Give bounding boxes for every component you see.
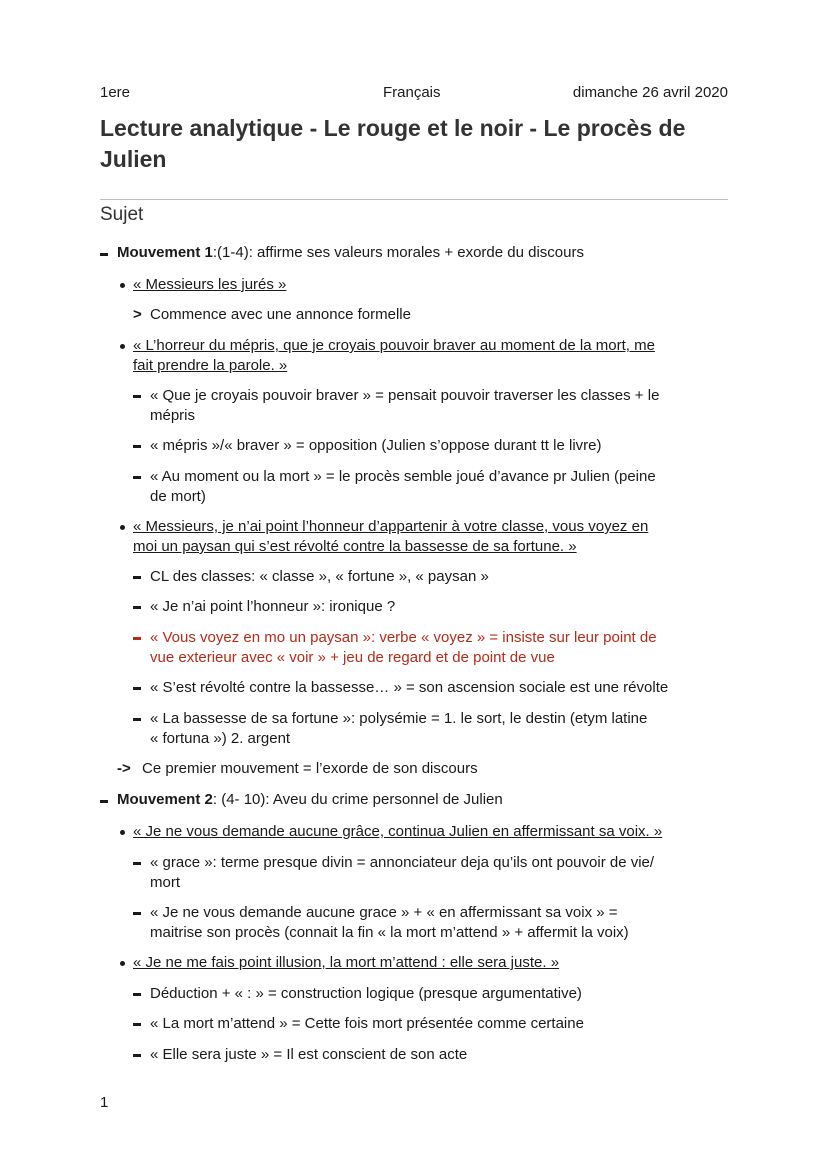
quote-5: « Je ne me fais point illusion, la mort m’attend : elle sera juste. » xyxy=(133,954,560,971)
dash-bullet-icon xyxy=(133,1023,141,1026)
section-heading: Sujet xyxy=(100,204,144,225)
quote-2-line-1: « L’horreur du mépris, que je croyais pouvoir braver au moment de la mort, me xyxy=(133,337,655,354)
dot-bullet-icon xyxy=(120,283,125,288)
quote-4: « Je ne vous demande aucune grâce, continua Julien en affermissant sa voix. » xyxy=(133,823,663,840)
arrow-marker: > xyxy=(133,306,142,323)
dot-bullet-icon xyxy=(120,961,125,966)
movement-2-desc: : (4- 10): Aveu du crime personnel de Julien xyxy=(212,791,503,808)
dash-bullet-icon xyxy=(100,800,108,803)
class-level: 1ere xyxy=(100,84,131,101)
analysis-line: Déduction + « : » = construction logique (presque argumentative) xyxy=(150,985,582,1002)
analysis-line: « La mort m’attend » = Cette fois mort présentée comme certaine xyxy=(150,1015,584,1032)
analysis-line: « La bassesse de sa fortune »: polysémie = 1. le sort, le destin (etym latine xyxy=(150,710,648,727)
analysis-line: mépris xyxy=(150,407,196,424)
movement-1-desc: :(1-4): affirme ses valeurs morales + exorde du discours xyxy=(212,244,584,261)
page-number: 1 xyxy=(100,1094,109,1111)
highlighted-analysis-line: vue exterieur avec « voir » + jeu de regard et de point de vue xyxy=(150,649,555,666)
dash-bullet-icon xyxy=(133,445,141,448)
analysis-line: « Je ne vous demande aucune grace » + « en affermissant sa voix » = xyxy=(150,904,618,921)
quote-2-line-2: fait prendre la parole. » xyxy=(133,357,288,374)
subject-name: Français xyxy=(383,84,441,101)
dash-bullet-icon xyxy=(133,637,141,640)
date: dimanche 26 avril 2020 xyxy=(572,84,728,101)
movement-2-label: Mouvement 2 xyxy=(117,791,213,808)
dash-bullet-icon xyxy=(133,912,141,915)
analysis-line: « Je n’ai point l’honneur »: ironique ? xyxy=(150,598,396,615)
quote-1-note: Commence avec une annonce formelle xyxy=(150,306,411,323)
dash-bullet-icon xyxy=(133,862,141,865)
dash-bullet-icon xyxy=(133,576,141,579)
analysis-line: « Elle sera juste » = Il est conscient de son acte xyxy=(150,1046,468,1063)
quote-1: « Messieurs les jurés » xyxy=(133,276,287,293)
dash-bullet-icon xyxy=(100,253,108,256)
analysis-line: « fortuna ») 2. argent xyxy=(150,730,291,747)
dash-bullet-icon xyxy=(133,718,141,721)
movement-2-heading xyxy=(117,790,503,810)
document-title: Lecture analytique - Le rouge et le noir - Le procès de Julien xyxy=(100,115,686,172)
movement-1-conclusion: Ce premier mouvement = l’exorde de son discours xyxy=(142,760,478,777)
dash-bullet-icon xyxy=(133,476,141,479)
dot-bullet-icon xyxy=(120,525,125,530)
page-header xyxy=(100,84,728,104)
title-divider xyxy=(100,199,728,200)
dash-bullet-icon xyxy=(133,1054,141,1057)
analysis-line: « Au moment ou la mort » = le procès semble joué d’avance pr Julien (peine xyxy=(150,468,656,485)
dash-bullet-icon xyxy=(133,993,141,996)
dot-bullet-icon xyxy=(120,344,125,349)
analysis-line: « mépris »/« braver » = opposition (Julien s’oppose durant tt le livre) xyxy=(150,437,602,454)
analysis-line: maitrise son procès (connait la fin « la mort m’attend » + affermit la voix) xyxy=(150,924,629,941)
movement-1-label: Mouvement 1 xyxy=(117,244,213,261)
arrow-marker: -> xyxy=(117,760,131,777)
quote-3-line-1: « Messieurs, je n’ai point l’honneur d’appartenir à votre classe, vous voyez en xyxy=(133,518,649,535)
highlighted-analysis-line: « Vous voyez en mo un paysan »: verbe « voyez » = insiste sur leur point de xyxy=(150,629,657,646)
dot-bullet-icon xyxy=(120,830,125,835)
dash-bullet-icon xyxy=(133,395,141,398)
dash-bullet-icon xyxy=(133,606,141,609)
analysis-line: « grace »: terme presque divin = annonciateur deja qu’ils ont pouvoir de vie/ xyxy=(150,854,655,871)
quote-3-line-2: moi un paysan qui s’est révolté contre la bassesse de sa fortune. » xyxy=(133,538,577,555)
analysis-line: « S’est révolté contre la bassesse… » = son ascension sociale est une révolte xyxy=(150,679,669,696)
analysis-line: mort xyxy=(150,874,180,891)
analysis-line: « Que je croyais pouvoir braver » = pensait pouvoir traverser les classes + le xyxy=(150,387,660,404)
dash-bullet-icon xyxy=(133,687,141,690)
analysis-line: de mort) xyxy=(150,488,206,505)
analysis-line: CL des classes: « classe », « fortune », « paysan » xyxy=(150,568,489,585)
movement-1-heading xyxy=(117,243,584,263)
